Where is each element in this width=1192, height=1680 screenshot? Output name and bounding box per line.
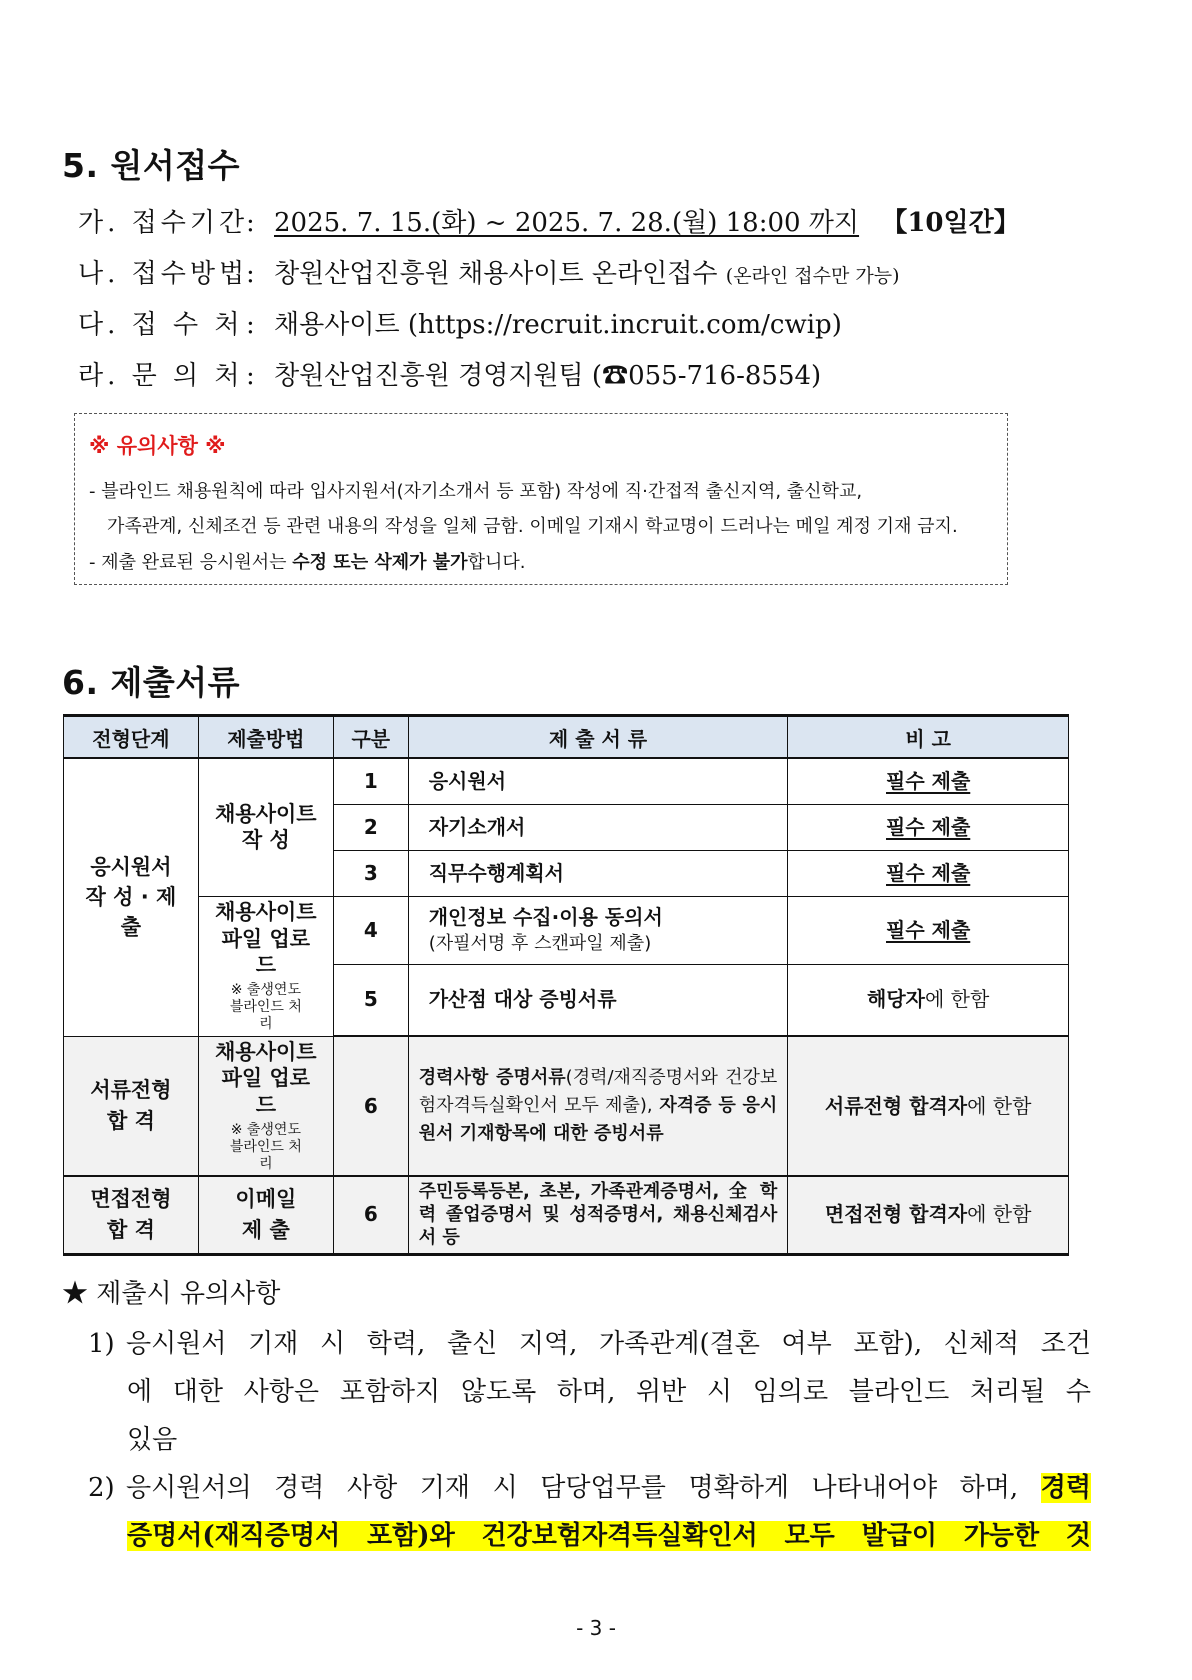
colon: : [246, 208, 255, 238]
period-days: 【10일간】 [881, 208, 1020, 238]
caution-2-highlight-1: 경력 [1040, 1473, 1091, 1503]
row-note-bold: 해당자 [867, 987, 925, 1012]
row-doc: 응시원서 [408, 758, 788, 804]
row-doc: 가산점 대상 증빙서류 [408, 964, 788, 1036]
row-doc [408, 1176, 788, 1254]
row-no: 1 [333, 758, 408, 804]
caution-item-2-line-1 [88, 1464, 1091, 1512]
method-line [78, 253, 900, 290]
caution-item-1-line-2: 에 대한 사항은 포함하지 않도록 하며, 위반 시 임의로 블라인드 처리될 수 [127, 1377, 1091, 1407]
table-header-row [64, 716, 1069, 759]
notice-box [74, 413, 1008, 585]
contact-label: 라. 문 의 처 [78, 361, 244, 391]
doc-normal-1: (경력/재직증명서와 건강보험자격득실확인서 모두 제출), [418, 1067, 778, 1117]
caution-item-1-line-3: 있음 [127, 1425, 178, 1455]
row-note [788, 758, 1069, 804]
stage-application: 응시원서 작 성 · 제 출 [64, 758, 199, 1036]
caution-item-2-line-2 [127, 1512, 1091, 1560]
period-value: 2025. 7. 15.(화) ~ 2025. 7. 28.(월) 18:00 까지 [274, 208, 860, 238]
place-label: 다. 접 수 처 [78, 310, 244, 340]
row-note [788, 964, 1069, 1036]
row-note [788, 804, 1069, 850]
row-no: 3 [333, 850, 408, 896]
table-row [64, 758, 1069, 804]
stage-document-pass: 서류전형 합 격 [64, 1036, 199, 1176]
colon: : [246, 361, 255, 391]
section5-title: 5. 원서접수 [62, 146, 240, 185]
doc-interview: 주민등록등본, 초본, 가족관계증명서, 全 학력 졸업증명서 및 성적증명서, 채용신체검사서 등 [418, 1180, 778, 1249]
contact-line [78, 355, 821, 392]
contact-value: 창원산업진흥원 경영지원팀 (☎055-716-8554) [274, 361, 822, 391]
place-value[interactable]: 채용사이트 (https://recruit.incruit.com/cwip) [274, 310, 842, 340]
row-note [788, 850, 1069, 896]
required-note: 필수 제출 [886, 768, 971, 793]
notice-line-3-post: 합니다. [467, 552, 526, 573]
row-doc: 자기소개서 [408, 804, 788, 850]
table-row [64, 896, 1069, 964]
caution-2-highlight-2: 증명서(재직증명서 포함)와 건강보험자격득실확인서 모두 발급이 가능한 것 [127, 1521, 1091, 1551]
caution-title: ★ 제출시 유의사항 [62, 1279, 281, 1309]
method-email: 이메일 제 출 [198, 1176, 333, 1254]
blind-note: ※ 출생연도 블라인드 처리 [229, 982, 302, 1032]
caution-num-1: 1) [88, 1329, 115, 1359]
place-line [78, 304, 842, 341]
table-row-document-pass [64, 1036, 1069, 1176]
header-note: 비 고 [788, 716, 1069, 759]
caution-2-text-1: 응시원서의 경력 사항 기재 시 담당업무를 명확하게 나타내어야 하며, [126, 1473, 1041, 1503]
documents-table [63, 714, 1069, 1256]
header-no: 구분 [333, 716, 408, 759]
row-note-rest: 에 한함 [967, 1093, 1032, 1118]
row-doc [408, 896, 788, 964]
caution-1-text-1: 응시원서 기재 시 학력, 출신 지역, 가족관계(결혼 여부 포함), 신체적 조건 [126, 1329, 1091, 1359]
table-row-interview-pass [64, 1176, 1069, 1254]
colon: : [246, 259, 255, 289]
row-note-bold: 면접전형 합격자 [824, 1202, 968, 1227]
method-label: 나. 접수방법 [78, 259, 249, 289]
row-note [788, 1176, 1069, 1254]
row-doc-main: 개인정보 수집·이용 동의서 [428, 904, 663, 929]
notice-title: ※ 유의사항 ※ [89, 434, 226, 458]
caution-item-1-line-1 [88, 1320, 1091, 1368]
row-no: 5 [333, 964, 408, 1036]
method-extra: (온라인 접수만 가능) [725, 265, 900, 287]
row-no: 6 [333, 1036, 408, 1176]
row-note [788, 1036, 1069, 1176]
period-line [78, 202, 1020, 239]
row-no: 6 [333, 1176, 408, 1254]
colon: : [246, 310, 255, 340]
notice-line-3 [89, 548, 525, 574]
blind-note: ※ 출생연도 블라인드 처리 [229, 1121, 302, 1172]
row-note-bold: 서류전형 합격자 [824, 1093, 968, 1118]
row-note-rest: 에 한함 [924, 987, 990, 1012]
header-method: 제출방법 [198, 716, 333, 759]
section6-title: 6. 제출서류 [62, 663, 240, 702]
method-upload-label: 채용사이트 파일 업로드 [215, 900, 317, 977]
header-docs: 제 출 서 류 [408, 716, 788, 759]
notice-line-3-pre: - 제출 완료된 응시원서는 [89, 552, 293, 573]
row-no: 2 [333, 804, 408, 850]
header-stage: 전형단계 [64, 716, 199, 759]
caution-num-2: 2) [88, 1473, 115, 1503]
required-note: 필수 제출 [886, 917, 971, 942]
stage-interview-pass: 면접전형 합 격 [64, 1176, 199, 1254]
required-note: 필수 제출 [886, 814, 971, 839]
method-upload-label: 채용사이트 파일 업로드 [215, 1040, 317, 1117]
notice-line-2: 가족관계, 신체조건 등 관련 내용의 작성을 일체 금함. 이메일 기재시 학교명이 드러나는 메일 계정 기재 금지. [107, 516, 958, 537]
method-upload-2 [198, 1036, 333, 1176]
method-write: 채용사이트 작 성 [198, 758, 333, 896]
page-number: - 3 - [576, 1616, 616, 1640]
row-doc [408, 1036, 788, 1176]
row-doc-sub: (자필서명 후 스캔파일 제출) [428, 932, 652, 954]
row-note-rest: 에 한함 [967, 1202, 1032, 1227]
notice-line-3-bold: 수정 또는 삭제가 불가 [292, 552, 468, 573]
doc-bold-1: 경력사항 증명서류 [418, 1067, 566, 1089]
period-label: 가. 접수기간 [78, 208, 249, 238]
method-value: 창원산업진흥원 채용사이트 온라인접수 [274, 259, 718, 289]
doc-bold-2: 자격증 등 응시원서 기재항목에 대한 증빙서류 [418, 1095, 778, 1144]
method-upload [198, 896, 333, 1036]
notice-line-1: - 블라인드 채용원칙에 따라 입사지원서(자기소개서 등 포함) 작성에 직·간접적 출신지역, 출신학교, [89, 481, 863, 502]
row-no: 4 [333, 896, 408, 964]
row-note [788, 896, 1069, 964]
row-doc: 직무수행계획서 [408, 850, 788, 896]
required-note: 필수 제출 [886, 860, 971, 885]
